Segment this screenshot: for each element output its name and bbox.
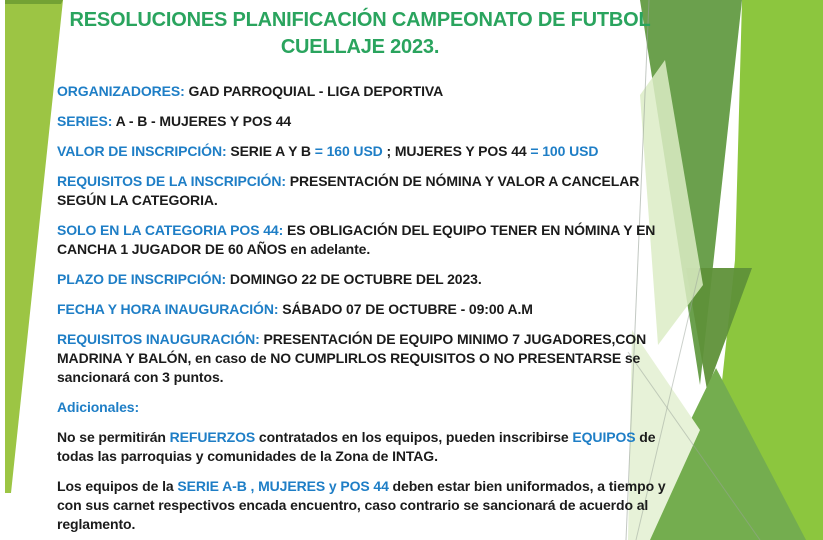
uniformes-text-1: Los equipos de la	[57, 478, 178, 494]
categoria-pos44-value: ES OBLIGACIÓN DEL EQUIPO TENER EN NÓMINA Y EN CANCHA 1 JUGADOR DE 60 AÑOS en adelante.	[57, 222, 656, 257]
uniformes-text-2: deben estar bien uniformados, a tiempo y con sus carnet respectivos encada encuentro, caso contrario se sancionará de acuerdo al reglamento.	[57, 478, 666, 532]
requisitos-inauguracion-label: REQUISITOS INAUGURACIÓN:	[57, 331, 264, 347]
valor-serie-ab: SERIE A Y B	[230, 143, 315, 159]
requisitos-inauguracion-line	[57, 330, 672, 387]
valor-160usd: = 160 USD	[314, 143, 383, 159]
series-label: SERIES:	[57, 113, 116, 129]
refuerzos-text-2: contratados en los equipos, pueden inscribirse	[255, 429, 573, 445]
requisitos-inscripcion-label: REQUISITOS DE LA INSCRIPCIÓN:	[57, 173, 290, 189]
series-line	[57, 112, 672, 131]
requisitos-inscripcion-value: PRESENTACIÓN DE NÓMINA Y VALOR A CANCELAR SEGÚN LA CATEGORIA.	[57, 173, 640, 208]
left-accent-wedge	[5, 0, 63, 493]
refuerzos-highlight: REFUERZOS	[169, 429, 256, 445]
categoria-pos44-line	[57, 221, 672, 259]
plazo-inscripcion-line	[57, 270, 672, 289]
slide-title-line2: CUELLAJE 2023.	[280, 36, 440, 58]
uniformes-paragraph	[57, 477, 672, 534]
uniformes-series-highlight: SERIE A-B , MUJERES y POS 44	[177, 478, 389, 494]
fecha-label: FECHA Y HORA INAUGURACIÓN:	[57, 301, 283, 317]
equipos-highlight: EQUIPOS	[572, 429, 636, 445]
adicionales-heading	[57, 398, 672, 417]
valor-label: VALOR DE INSCRIPCIÓN:	[57, 143, 231, 159]
organizadores-line	[57, 82, 672, 101]
requisitos-inscripcion-line	[57, 172, 672, 210]
valor-mujeres-pos44: ; MUJERES Y POS 44	[382, 143, 531, 159]
categoria-pos44-label: SOLO EN LA CATEGORIA POS 44:	[57, 222, 287, 238]
fecha-value: SÁBADO 07 DE OCTUBRE - 09:00 A.M	[282, 301, 533, 317]
left-accent-wedge-top-edge	[5, 0, 63, 4]
refuerzos-text-3: de todas las parroquias y comunidades de la Zona de INTAG.	[57, 429, 656, 464]
valor-inscripcion-line	[57, 142, 672, 161]
requisitos-inauguracion-value: PRESENTACIÓN DE EQUIPO MINIMO 7 JUGADORES,CON MADRINA Y BALÓN, en caso de NO CUMPLIRLOS REQUISITOS O NO PRESENTARSE se sancionará con 3 puntos.	[57, 331, 647, 385]
fecha-inauguracion-line	[57, 300, 672, 319]
refuerzos-paragraph	[57, 428, 672, 466]
slide-title	[60, 7, 660, 61]
organizadores-label: ORGANIZADORES:	[57, 83, 189, 99]
plazo-label: PLAZO DE INSCRIPCIÓN:	[57, 271, 230, 287]
valor-100usd: = 100 USD	[530, 143, 599, 159]
slide-body	[57, 82, 672, 540]
organizadores-value: GAD PARROQUIAL - LIGA DEPORTIVA	[188, 83, 444, 99]
plazo-value: DOMINGO 22 DE OCTUBRE DEL 2023.	[229, 271, 482, 287]
series-value: A - B - MUJERES Y POS 44	[115, 113, 292, 129]
adicionales-label: Adicionales:	[57, 399, 140, 415]
slide-title-line1: RESOLUCIONES PLANIFICACIÓN CAMPEONATO DE FUTBOL	[69, 9, 651, 31]
refuerzos-text-1: No se permitirán	[57, 429, 170, 445]
